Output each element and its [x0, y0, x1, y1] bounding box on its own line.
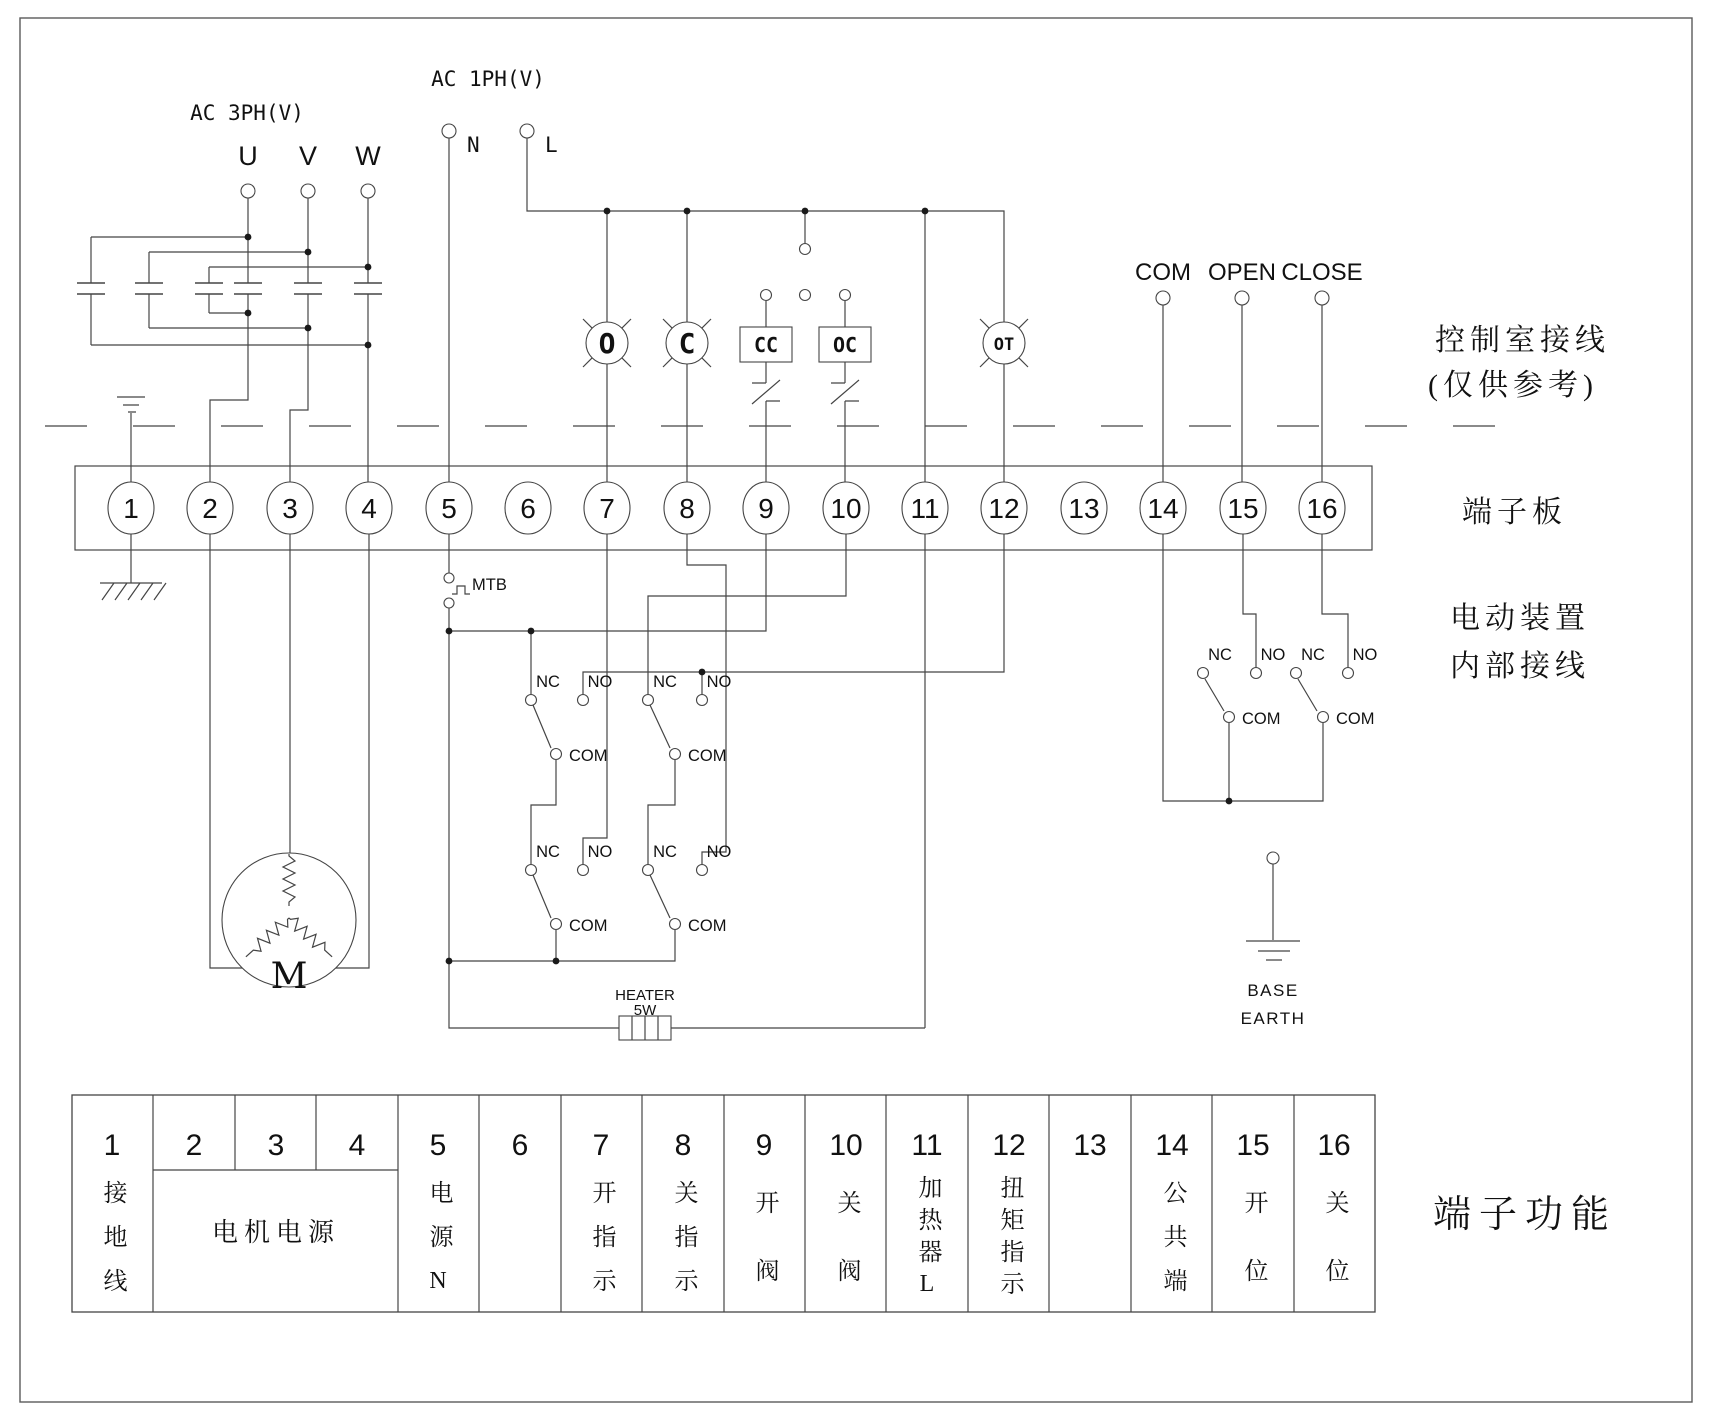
table-number: 8 — [674, 1129, 692, 1162]
table-number: 11 — [911, 1129, 943, 1162]
single-phase-supply-label: AC 1PH(V) — [431, 67, 545, 91]
table-func-close-valve: 关阀 — [833, 1190, 859, 1326]
control-room-note-line2: (仅供参考) — [1428, 369, 1598, 402]
motor-label: M — [270, 956, 308, 997]
table-number: 15 — [1236, 1129, 1270, 1162]
remote-open-label: OPEN — [1207, 259, 1277, 286]
remote-close-label: CLOSE — [1281, 259, 1363, 286]
phase-v-label: V — [298, 141, 318, 171]
neutral-terminal — [442, 124, 456, 138]
terminal-board — [75, 466, 1372, 550]
close-coil-label: CC — [753, 333, 779, 357]
neutral-label: N — [467, 133, 480, 157]
phase-u-label: U — [238, 141, 258, 171]
table-func-heater: 加热器L — [914, 1175, 940, 1305]
nc-label: NC — [653, 843, 677, 861]
no-label: NO — [706, 673, 732, 691]
table-number: 10 — [829, 1129, 863, 1162]
mtb-label: MTB — [472, 576, 507, 594]
no-label: NO — [1260, 646, 1286, 664]
open-lamp-label: O — [598, 327, 616, 360]
heater-resistor-icon — [619, 1016, 671, 1040]
table-func-open-pos: 开位 — [1240, 1190, 1266, 1326]
phase-u-terminal — [241, 184, 255, 198]
nc-label: NC — [536, 843, 560, 861]
base-earth-label2: EARTH — [1240, 1009, 1306, 1028]
nc-label: NC — [1208, 646, 1232, 664]
terminal-number: 2 — [202, 493, 218, 524]
table-func-close-ind: 关指示 — [670, 1180, 696, 1312]
mtb-contact-icon — [444, 598, 454, 608]
internal-wiring-label-line1: 电动装置 — [1450, 602, 1590, 635]
no-label: NO — [587, 843, 613, 861]
terminal-board-label: 端子板 — [1462, 496, 1567, 529]
terminal-number: 12 — [988, 493, 1020, 524]
remote-close-terminal — [1315, 291, 1329, 305]
no-label: NO — [706, 843, 732, 861]
table-number: 14 — [1155, 1129, 1189, 1162]
table-number: 2 — [185, 1129, 203, 1162]
com-label: COM — [569, 747, 608, 765]
open-coil-label: OC — [832, 333, 858, 357]
terminal-number: 7 — [599, 493, 615, 524]
terminal-number: 4 — [361, 493, 377, 524]
table-number: 9 — [755, 1129, 773, 1162]
pushbutton-contact-icon — [800, 290, 811, 301]
terminal-number: 16 — [1306, 493, 1338, 524]
com-label: COM — [688, 917, 727, 935]
close-lamp-label: C — [678, 327, 696, 360]
remote-com-label: COM — [1135, 259, 1191, 286]
heater-label: HEATER — [615, 987, 675, 1004]
no-label: NO — [587, 673, 613, 691]
phase-w-terminal — [361, 184, 375, 198]
torque-lamp-label: OT — [993, 335, 1015, 355]
table-number: 1 — [103, 1129, 121, 1162]
table-number: 4 — [348, 1129, 366, 1162]
phase-v-terminal — [301, 184, 315, 198]
terminal-number: 11 — [910, 493, 940, 524]
table-func-close-pos: 关位 — [1321, 1190, 1347, 1326]
remote-com-terminal — [1156, 291, 1170, 305]
phase-w-label: W — [355, 141, 381, 171]
line-terminal — [520, 124, 534, 138]
table-func-torque-ind: 扭矩指示 — [996, 1175, 1022, 1303]
pushbutton-contact-icon — [800, 244, 811, 255]
nc-label: NC — [1301, 646, 1325, 664]
terminal-number: 1 — [123, 493, 139, 524]
table-func-common: 公共端 — [1159, 1180, 1185, 1312]
terminal-number: 5 — [441, 493, 457, 524]
table-func-open-valve: 开阀 — [751, 1190, 777, 1326]
table-number: 6 — [511, 1129, 529, 1162]
torque-switch-icon — [752, 380, 780, 404]
table-func-open-ind: 开指示 — [588, 1180, 614, 1312]
table-number: 13 — [1073, 1129, 1107, 1162]
terminal-number: 13 — [1068, 493, 1100, 524]
table-number: 5 — [429, 1129, 447, 1162]
control-room-note-line1: 控制室接线 — [1435, 324, 1610, 357]
supply-earth-icon — [117, 397, 145, 482]
nc-label: NC — [653, 673, 677, 691]
base-earth-terminal — [1267, 852, 1279, 864]
terminal-number: 9 — [758, 493, 774, 524]
com-label: COM — [1242, 710, 1281, 728]
terminal-number: 10 — [830, 493, 862, 524]
remote-open-terminal — [1235, 291, 1249, 305]
mtb-contact-icon — [444, 573, 454, 583]
table-number: 16 — [1317, 1129, 1351, 1162]
table-func-power-n: 电源N — [425, 1180, 451, 1314]
table-number: 12 — [992, 1129, 1026, 1162]
terminal-number: 6 — [520, 493, 536, 524]
terminal-function-label: 端子功能 — [1433, 1194, 1618, 1236]
table-number: 7 — [592, 1129, 610, 1162]
control-circuit — [442, 124, 1329, 482]
torque-switch-icon — [831, 380, 859, 404]
base-earth-label: BASE — [1247, 981, 1299, 1000]
terminal-number: 3 — [282, 493, 298, 524]
table-func-ground: 接地线 — [99, 1180, 125, 1312]
capacitor-icon — [77, 283, 382, 294]
com-label: COM — [688, 747, 727, 765]
com-label: COM — [569, 917, 608, 935]
no-label: NO — [1352, 646, 1378, 664]
three-phase-input-network — [77, 184, 382, 483]
table-func-motor-power: 电机电源 — [211, 1218, 340, 1247]
terminal-number: 14 — [1147, 493, 1179, 524]
table-number: 3 — [267, 1129, 285, 1162]
three-phase-supply-label: AC 3PH(V) — [190, 101, 304, 125]
terminal-number: 15 — [1227, 493, 1259, 524]
internal-wiring-label-line2: 内部接线 — [1450, 650, 1590, 683]
nc-label: NC — [536, 673, 560, 691]
terminal-number: 8 — [679, 493, 695, 524]
heater-power-label: 5W — [633, 1002, 657, 1019]
com-label: COM — [1336, 710, 1375, 728]
line-label: L — [545, 133, 558, 157]
